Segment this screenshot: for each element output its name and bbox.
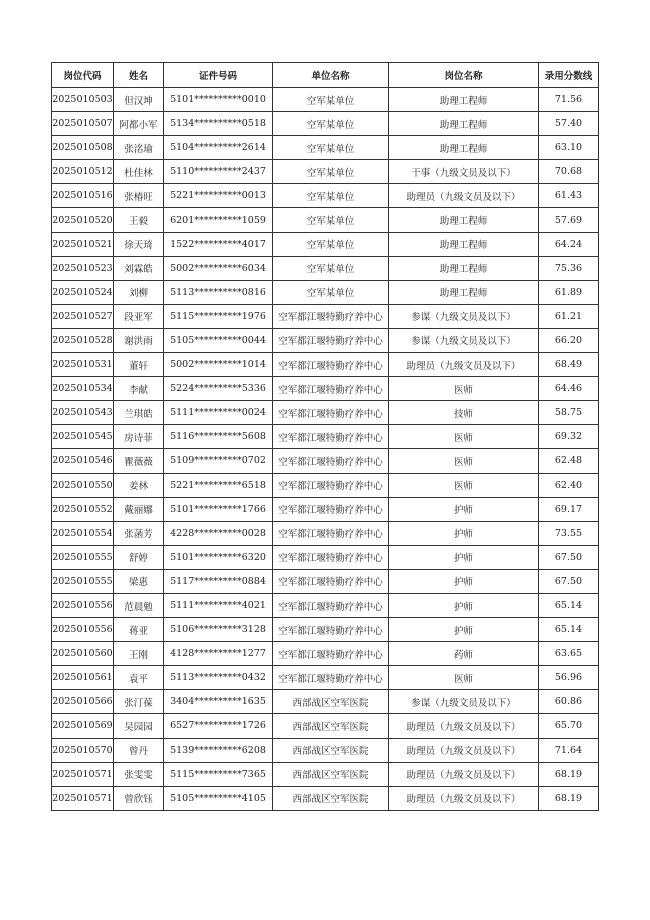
cell-unit-name: 空军都江堰特勤疗养中心 <box>273 569 389 593</box>
table-row <box>52 545 599 569</box>
cell-name: 袁平 <box>114 666 164 690</box>
cell-id-number: 5110**********2437 <box>164 160 273 184</box>
table-row <box>52 304 599 328</box>
cell-score-line: 73.55 <box>539 521 599 545</box>
cell-post-code: 2025010555 <box>52 569 114 593</box>
cell-id-number: 5101**********6320 <box>164 545 273 569</box>
cell-id-number: 5221**********0013 <box>164 184 273 208</box>
cell-score-line: 68.19 <box>539 762 599 786</box>
cell-id-number: 4228**********0028 <box>164 521 273 545</box>
cell-name: 董轩 <box>114 353 164 377</box>
cell-score-line: 63.65 <box>539 642 599 666</box>
cell-post-code: 2025010521 <box>52 232 114 256</box>
cell-post-name: 助理工程师 <box>389 280 539 304</box>
cell-unit-name: 空军都江堰特勤疗养中心 <box>273 666 389 690</box>
cell-unit-name: 空军都江堰特勤疗养中心 <box>273 521 389 545</box>
cell-id-number: 5115**********1976 <box>164 304 273 328</box>
header-post-code: 岗位代码 <box>52 63 114 88</box>
cell-name: 戴丽娜 <box>114 497 164 521</box>
cell-id-number: 5224**********5336 <box>164 377 273 401</box>
cell-post-name: 助理工程师 <box>389 208 539 232</box>
cell-post-code: 2025010512 <box>52 160 114 184</box>
cell-name: 张雯雯 <box>114 762 164 786</box>
table-row <box>52 353 599 377</box>
cell-post-code: 2025010508 <box>52 136 114 160</box>
table-row <box>52 473 599 497</box>
cell-post-name: 医师 <box>389 449 539 473</box>
cell-id-number: 4128**********1277 <box>164 642 273 666</box>
cell-score-line: 61.89 <box>539 280 599 304</box>
cell-id-number: 5002**********1014 <box>164 353 273 377</box>
table-row <box>52 666 599 690</box>
cell-score-line: 58.75 <box>539 401 599 425</box>
cell-name: 蒋亚 <box>114 618 164 642</box>
cell-name: 张菡芳 <box>114 521 164 545</box>
cell-score-line: 61.21 <box>539 304 599 328</box>
cell-score-line: 57.69 <box>539 208 599 232</box>
cell-post-name: 助理员（九级文员及以下） <box>389 714 539 738</box>
admission-score-table <box>51 62 599 811</box>
header-unit-name: 单位名称 <box>273 63 389 88</box>
cell-post-code: 2025010571 <box>52 762 114 786</box>
header-name: 姓名 <box>114 63 164 88</box>
cell-unit-name: 空军都江堰特勤疗养中心 <box>273 449 389 473</box>
cell-score-line: 68.49 <box>539 353 599 377</box>
table-row <box>52 88 599 112</box>
cell-post-code: 2025010566 <box>52 690 114 714</box>
cell-post-name: 护师 <box>389 618 539 642</box>
cell-name: 吴园园 <box>114 714 164 738</box>
table-row <box>52 280 599 304</box>
cell-id-number: 5105**********4105 <box>164 786 273 810</box>
cell-post-name: 助理工程师 <box>389 136 539 160</box>
cell-name: 梁惠 <box>114 569 164 593</box>
table-row <box>52 642 599 666</box>
cell-post-name: 药师 <box>389 642 539 666</box>
cell-score-line: 60.86 <box>539 690 599 714</box>
cell-unit-name: 空军某单位 <box>273 112 389 136</box>
cell-id-number: 5116**********5608 <box>164 425 273 449</box>
table-body <box>52 88 599 811</box>
cell-id-number: 5221**********6518 <box>164 473 273 497</box>
cell-unit-name: 空军某单位 <box>273 232 389 256</box>
cell-post-code: 2025010516 <box>52 184 114 208</box>
cell-score-line: 69.32 <box>539 425 599 449</box>
cell-score-line: 57.40 <box>539 112 599 136</box>
cell-post-name: 助理员（九级文员及以下） <box>389 762 539 786</box>
cell-name: 王毅 <box>114 208 164 232</box>
cell-unit-name: 西部战区空军医院 <box>273 786 389 810</box>
cell-id-number: 5113**********0432 <box>164 666 273 690</box>
cell-post-name: 医师 <box>389 666 539 690</box>
cell-unit-name: 西部战区空军医院 <box>273 714 389 738</box>
table-row <box>52 136 599 160</box>
cell-name: 张洺瑜 <box>114 136 164 160</box>
cell-post-code: 2025010534 <box>52 377 114 401</box>
table-row <box>52 160 599 184</box>
cell-post-name: 助理员（九级文员及以下） <box>389 738 539 762</box>
cell-score-line: 67.50 <box>539 545 599 569</box>
cell-unit-name: 西部战区空军医院 <box>273 738 389 762</box>
cell-unit-name: 空军都江堰特勤疗养中心 <box>273 328 389 352</box>
table-row <box>52 762 599 786</box>
cell-post-name: 助理工程师 <box>389 88 539 112</box>
cell-post-name: 医师 <box>389 473 539 497</box>
cell-name: 刘柳 <box>114 280 164 304</box>
cell-unit-name: 空军某单位 <box>273 184 389 208</box>
cell-score-line: 56.96 <box>539 666 599 690</box>
table-row <box>52 232 599 256</box>
table-row <box>52 449 599 473</box>
cell-score-line: 68.19 <box>539 786 599 810</box>
cell-post-name: 助理工程师 <box>389 232 539 256</box>
table-row <box>52 377 599 401</box>
cell-name: 但汉坤 <box>114 88 164 112</box>
cell-unit-name: 空军都江堰特勤疗养中心 <box>273 593 389 617</box>
cell-post-code: 2025010561 <box>52 666 114 690</box>
cell-post-name: 医师 <box>389 377 539 401</box>
cell-post-name: 参谋（九级文员及以下） <box>389 690 539 714</box>
table-row <box>52 425 599 449</box>
cell-post-name: 护师 <box>389 497 539 521</box>
cell-post-name: 护师 <box>389 521 539 545</box>
cell-post-code: 2025010527 <box>52 304 114 328</box>
cell-post-code: 2025010571 <box>52 786 114 810</box>
cell-name: 姜林 <box>114 473 164 497</box>
cell-score-line: 61.43 <box>539 184 599 208</box>
table-row <box>52 497 599 521</box>
cell-score-line: 71.64 <box>539 738 599 762</box>
cell-name: 曾欣钰 <box>114 786 164 810</box>
cell-score-line: 63.10 <box>539 136 599 160</box>
cell-score-line: 65.70 <box>539 714 599 738</box>
cell-id-number: 6201**********1059 <box>164 208 273 232</box>
cell-post-name: 参谋（九级文员及以下） <box>389 304 539 328</box>
cell-post-code: 2025010556 <box>52 593 114 617</box>
cell-post-name: 助理员（九级文员及以下） <box>389 786 539 810</box>
cell-id-number: 5105**********0044 <box>164 328 273 352</box>
cell-unit-name: 西部战区空军医院 <box>273 690 389 714</box>
cell-name: 李献 <box>114 377 164 401</box>
cell-post-code: 2025010555 <box>52 545 114 569</box>
cell-post-code: 2025010570 <box>52 738 114 762</box>
cell-score-line: 69.17 <box>539 497 599 521</box>
cell-post-name: 助理员（九级文员及以下） <box>389 353 539 377</box>
cell-post-code: 2025010552 <box>52 497 114 521</box>
cell-name: 段亚军 <box>114 304 164 328</box>
cell-id-number: 5139**********6208 <box>164 738 273 762</box>
cell-score-line: 64.24 <box>539 232 599 256</box>
cell-score-line: 75.36 <box>539 256 599 280</box>
cell-post-code: 2025010503 <box>52 88 114 112</box>
cell-name: 兰琪皓 <box>114 401 164 425</box>
cell-post-name: 干事（九级文员及以下） <box>389 160 539 184</box>
header-score-line: 录用分数线 <box>539 63 599 88</box>
table-row <box>52 738 599 762</box>
cell-name: 张汀葆 <box>114 690 164 714</box>
table-row <box>52 593 599 617</box>
cell-name: 曾丹 <box>114 738 164 762</box>
cell-post-code: 2025010546 <box>52 449 114 473</box>
cell-name: 谢洪雨 <box>114 328 164 352</box>
table-row <box>52 521 599 545</box>
cell-unit-name: 空军都江堰特勤疗养中心 <box>273 545 389 569</box>
cell-unit-name: 空军都江堰特勤疗养中心 <box>273 642 389 666</box>
cell-id-number: 5106**********3128 <box>164 618 273 642</box>
cell-id-number: 5115**********7365 <box>164 762 273 786</box>
cell-unit-name: 空军某单位 <box>273 280 389 304</box>
cell-name: 瞿薇薇 <box>114 449 164 473</box>
header-post-name: 岗位名称 <box>389 63 539 88</box>
cell-post-code: 2025010524 <box>52 280 114 304</box>
cell-unit-name: 空军某单位 <box>273 208 389 232</box>
cell-score-line: 64.46 <box>539 377 599 401</box>
cell-post-code: 2025010556 <box>52 618 114 642</box>
cell-post-name: 医师 <box>389 425 539 449</box>
header-id-number: 证件号码 <box>164 63 273 88</box>
cell-id-number: 5111**********0024 <box>164 401 273 425</box>
cell-post-code: 2025010560 <box>52 642 114 666</box>
cell-post-name: 助理工程师 <box>389 256 539 280</box>
cell-id-number: 6527**********1726 <box>164 714 273 738</box>
cell-unit-name: 西部战区空军医院 <box>273 762 389 786</box>
cell-unit-name: 空军某单位 <box>273 88 389 112</box>
table-row <box>52 328 599 352</box>
table-row <box>52 569 599 593</box>
cell-unit-name: 空军某单位 <box>273 256 389 280</box>
table-row <box>52 714 599 738</box>
cell-post-name: 技师 <box>389 401 539 425</box>
cell-id-number: 5101**********0010 <box>164 88 273 112</box>
table-row <box>52 618 599 642</box>
table-row <box>52 786 599 810</box>
cell-id-number: 5002**********6034 <box>164 256 273 280</box>
table-header-row <box>52 63 599 88</box>
table-row <box>52 184 599 208</box>
cell-post-name: 护师 <box>389 545 539 569</box>
cell-score-line: 70.68 <box>539 160 599 184</box>
cell-unit-name: 空军某单位 <box>273 136 389 160</box>
cell-unit-name: 空军都江堰特勤疗养中心 <box>273 304 389 328</box>
cell-post-name: 护师 <box>389 569 539 593</box>
table-row <box>52 256 599 280</box>
cell-id-number: 3404**********1635 <box>164 690 273 714</box>
cell-unit-name: 空军某单位 <box>273 160 389 184</box>
table-row <box>52 112 599 136</box>
cell-post-name: 护师 <box>389 593 539 617</box>
cell-post-name: 助理员（九级文员及以下） <box>389 184 539 208</box>
cell-unit-name: 空军都江堰特勤疗养中心 <box>273 618 389 642</box>
cell-name: 王刚 <box>114 642 164 666</box>
cell-score-line: 71.56 <box>539 88 599 112</box>
cell-id-number: 5109**********0702 <box>164 449 273 473</box>
cell-post-code: 2025010554 <box>52 521 114 545</box>
cell-score-line: 62.40 <box>539 473 599 497</box>
cell-post-name: 参谋（九级文员及以下） <box>389 328 539 352</box>
cell-name: 徐天琦 <box>114 232 164 256</box>
cell-id-number: 5101**********1766 <box>164 497 273 521</box>
cell-score-line: 66.20 <box>539 328 599 352</box>
cell-id-number: 1522**********4017 <box>164 232 273 256</box>
cell-post-code: 2025010545 <box>52 425 114 449</box>
cell-post-code: 2025010531 <box>52 353 114 377</box>
cell-post-code: 2025010550 <box>52 473 114 497</box>
table-row <box>52 208 599 232</box>
table-row <box>52 401 599 425</box>
cell-name: 房诗菲 <box>114 425 164 449</box>
cell-post-code: 2025010507 <box>52 112 114 136</box>
cell-post-name: 助理工程师 <box>389 112 539 136</box>
cell-id-number: 5111**********4021 <box>164 593 273 617</box>
cell-id-number: 5134**********0518 <box>164 112 273 136</box>
cell-unit-name: 空军都江堰特勤疗养中心 <box>273 401 389 425</box>
cell-unit-name: 空军都江堰特勤疗养中心 <box>273 425 389 449</box>
cell-post-code: 2025010543 <box>52 401 114 425</box>
cell-name: 阿都小军 <box>114 112 164 136</box>
cell-post-code: 2025010569 <box>52 714 114 738</box>
cell-score-line: 62.48 <box>539 449 599 473</box>
cell-name: 刘霖皓 <box>114 256 164 280</box>
cell-post-code: 2025010528 <box>52 328 114 352</box>
cell-score-line: 65.14 <box>539 618 599 642</box>
cell-unit-name: 空军都江堰特勤疗养中心 <box>273 473 389 497</box>
cell-post-code: 2025010520 <box>52 208 114 232</box>
cell-name: 舒婷 <box>114 545 164 569</box>
cell-score-line: 65.14 <box>539 593 599 617</box>
cell-post-code: 2025010523 <box>52 256 114 280</box>
cell-unit-name: 空军都江堰特勤疗养中心 <box>273 497 389 521</box>
cell-id-number: 5113**********0816 <box>164 280 273 304</box>
cell-id-number: 5104**********2614 <box>164 136 273 160</box>
table-row <box>52 690 599 714</box>
cell-unit-name: 空军都江堰特勤疗养中心 <box>273 377 389 401</box>
cell-name: 张椿旺 <box>114 184 164 208</box>
cell-unit-name: 空军都江堰特勤疗养中心 <box>273 353 389 377</box>
cell-score-line: 67.50 <box>539 569 599 593</box>
cell-id-number: 5117**********0884 <box>164 569 273 593</box>
cell-name: 范晨勉 <box>114 593 164 617</box>
cell-name: 杜佳林 <box>114 160 164 184</box>
